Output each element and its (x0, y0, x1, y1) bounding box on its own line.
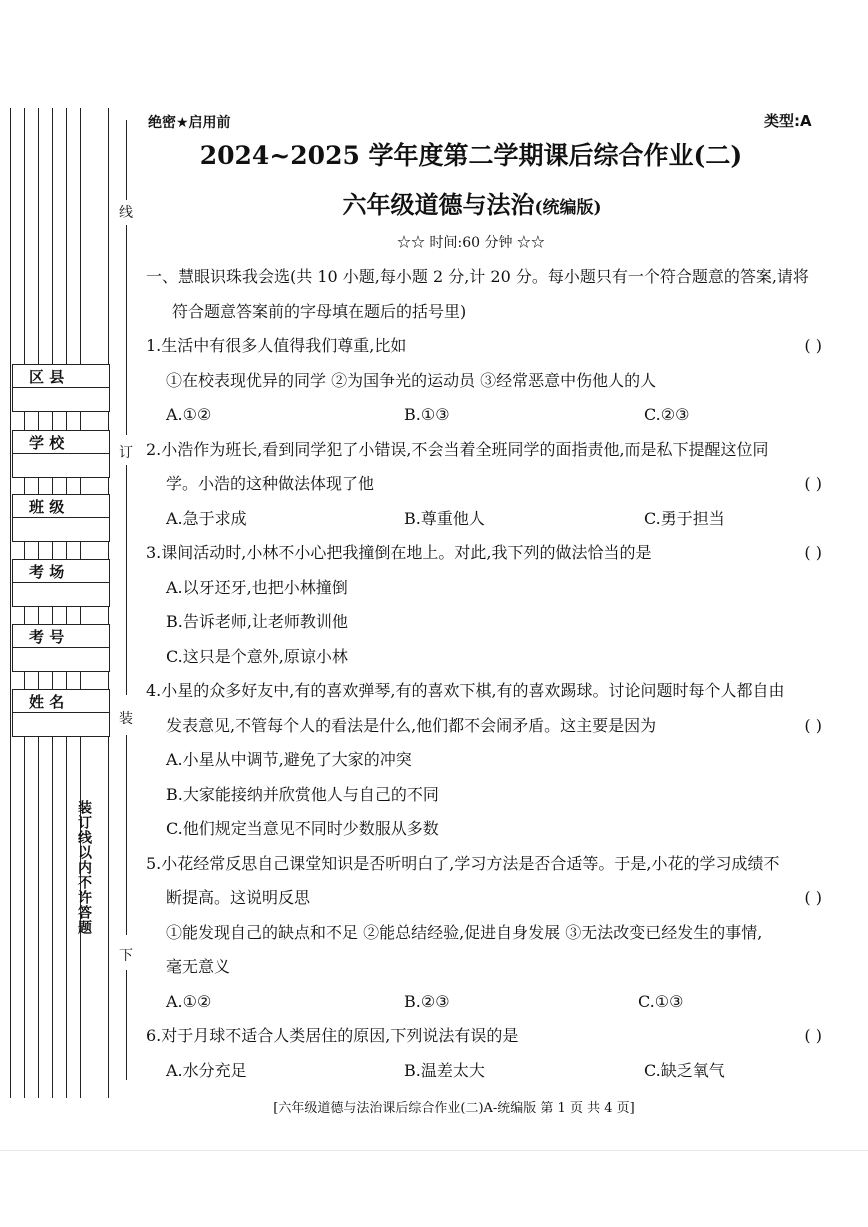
question-stem: 1.生活中有很多人值得我们尊重,比如 (146, 336, 407, 355)
question-stem: 发表意见,不管每个人的看法是什么,他们都不会闹矛盾。这主要是因为 (166, 715, 657, 735)
options-row (166, 502, 836, 537)
question-1 (146, 329, 836, 364)
option-a[interactable]: A.急于求成 (166, 508, 247, 528)
exam-number-box (12, 624, 110, 672)
binding-char: 下 (119, 948, 133, 964)
district-box (12, 364, 110, 412)
binding-dash (126, 225, 127, 435)
class-field[interactable] (13, 518, 109, 540)
answer-paren[interactable]: ( ) (804, 474, 822, 493)
answer-paren[interactable]: ( ) (804, 336, 822, 355)
page-divider (0, 1150, 868, 1151)
question-3 (146, 536, 836, 571)
section-heading: 一、慧眼识珠我会选(共 10 小题,每小题 2 分,计 20 分。每小题只有一个符合题意的答案,请将 (146, 267, 809, 286)
question-stem: 断提高。这说明反思 (166, 888, 311, 907)
paper-type: 类型:A (764, 112, 812, 130)
options-row (166, 398, 836, 433)
subject-name: 六年级道德与法治 (342, 190, 535, 219)
question-5-cont (166, 881, 836, 916)
binding-note: 装订线以内不许答题 (76, 800, 92, 935)
page-footer-text: [六年级道德与法治课后综合作业(二)A-统编版 第 1 页 共 4 页] (273, 1101, 635, 1116)
name-box (12, 689, 110, 737)
questions-body (146, 260, 836, 1088)
option-b[interactable]: B.②③ (404, 991, 450, 1011)
question-5: 5.小花经常反思自己课堂知识是否听明白了,学习方法是否合适等。于是,小花的学习成绩不 (146, 853, 780, 873)
page-title-text: 2024~2025 学年度第二学期课后综合作业(二) (199, 141, 743, 170)
exam-room-label: 考 场 (13, 560, 109, 583)
school-label: 学 校 (13, 431, 109, 454)
class-label: 班 级 (13, 495, 109, 518)
answer-paren[interactable]: ( ) (804, 715, 822, 735)
district-field[interactable] (13, 388, 109, 410)
question-6 (146, 1019, 836, 1054)
class-box (12, 494, 110, 542)
margin-line (10, 108, 11, 1098)
name-label: 姓 名 (13, 690, 109, 713)
answer-paren[interactable]: ( ) (804, 888, 822, 907)
option-c[interactable]: C.缺乏氧气 (644, 1060, 725, 1080)
school-field[interactable] (13, 454, 109, 476)
exam-room-box (12, 559, 110, 607)
binding-char: 装 (119, 711, 133, 727)
binding-dash (126, 970, 127, 1080)
subject-title (0, 185, 868, 220)
question-items: ①能发现自己的缺点和不足 ②能总结经验,促进自身发展 ③无法改变已经发生的事情, (166, 922, 763, 942)
binding-char: 线 (119, 205, 133, 221)
option-a[interactable]: A.①② (166, 991, 212, 1011)
question-stem: 3.课间活动时,小林不小心把我撞倒在地上。对此,我下列的做法恰当的是 (146, 543, 652, 562)
question-2: 2.小浩作为班长,看到同学犯了小错误,不会当着全班同学的面指责他,而是私下提醒这位同 (146, 439, 769, 459)
binding-dash (126, 465, 127, 695)
question-items: ①在校表现优异的同学 ②为国争光的运动员 ③经常恶意中伤他人的人 (166, 370, 657, 390)
exam-number-field[interactable] (13, 648, 109, 670)
page-title (0, 136, 868, 172)
option-c[interactable]: C.这只是个意外,原谅小林 (166, 646, 348, 666)
time-limit (0, 232, 868, 252)
binding-dash (126, 735, 127, 935)
question-items-cont: 毫无意义 (166, 957, 231, 976)
options-row (166, 1054, 836, 1089)
question-4: 4.小星的众多好友中,有的喜欢弹琴,有的喜欢下棋,有的喜欢踢球。讨论问题时每个人都自由 (146, 681, 785, 700)
option-c[interactable]: C.①③ (638, 991, 684, 1011)
option-b[interactable]: B.①③ (404, 405, 450, 424)
question-stem: 6.对于月球不适合人类居住的原因,下列说法有误的是 (146, 1026, 519, 1045)
question-2-cont (166, 467, 836, 502)
binding-char: 订 (119, 445, 133, 461)
option-b[interactable]: B.尊重他人 (404, 508, 485, 528)
page-footer (0, 1097, 868, 1116)
option-a[interactable]: A.以牙还牙,也把小林撞倒 (166, 577, 348, 597)
exam-room-field[interactable] (13, 583, 109, 605)
option-b[interactable]: B.告诉老师,让老师教训他 (166, 612, 348, 631)
answer-paren[interactable]: ( ) (804, 1026, 822, 1045)
option-a[interactable]: A.小星从中调节,避免了大家的冲突 (166, 750, 412, 769)
option-b[interactable]: B.温差太大 (404, 1060, 485, 1080)
name-field[interactable] (13, 713, 109, 735)
exam-number-label: 考 号 (13, 625, 109, 648)
option-c[interactable]: C.②③ (644, 405, 690, 424)
district-label: 区 县 (13, 365, 109, 388)
secret-mark: 绝密★启用前 (148, 115, 231, 131)
school-box (12, 430, 110, 478)
question-stem: 学。小浩的这种做法体现了他 (166, 474, 375, 493)
edition-label: (统编版) (534, 198, 602, 218)
question-4-cont (166, 709, 836, 744)
options-row (166, 985, 836, 1020)
option-a[interactable]: A.①② (166, 405, 212, 424)
answer-paren[interactable]: ( ) (804, 543, 822, 562)
option-c[interactable]: C.勇于担当 (644, 508, 725, 528)
time-limit-text: ☆☆ 时间:60 分钟 ☆☆ (397, 235, 545, 251)
option-a[interactable]: A.水分充足 (166, 1060, 247, 1080)
section-heading-cont: 符合题意答案前的字母填在题后的括号里) (172, 301, 467, 321)
option-c[interactable]: C.他们规定当意见不同时少数服从多数 (166, 819, 439, 838)
option-b[interactable]: B.大家能接纳并欣赏他人与自己的不同 (166, 784, 439, 804)
